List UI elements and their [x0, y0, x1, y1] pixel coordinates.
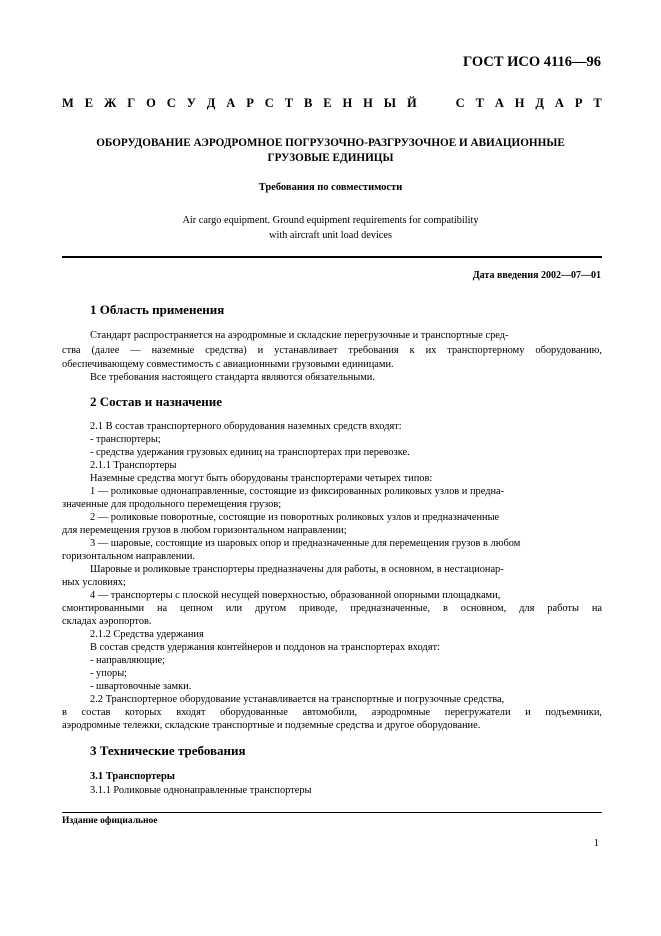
document-title	[0, 136, 661, 166]
s2-line: Наземные средства могут быть оборудованы транспортерами четырех типов:	[90, 473, 433, 484]
interstate-letter: Н	[342, 96, 353, 110]
interstate-letter: С	[166, 96, 176, 110]
interstate-letter: Й	[406, 96, 417, 110]
interstate-letter: У	[186, 96, 196, 110]
s2-line: - средства удержания грузовых единиц на транспортерах при перевозке.	[90, 447, 410, 458]
interstate-letter	[428, 96, 431, 111]
interstate-standard-banner	[62, 96, 602, 111]
interstate-letter: Р	[246, 96, 254, 110]
s2-line: - швартовочные замки.	[90, 681, 192, 692]
interstate-letter: Е	[84, 96, 94, 110]
s3-line: 3.1.1 Роликовые однонаправленные транспортеры	[90, 785, 312, 796]
interstate-letter: А	[226, 96, 236, 110]
s2-line: 2.1 В состав транспортерного оборудования наземных средств входят:	[90, 421, 402, 432]
section-3-heading: 3 Технические требования	[90, 743, 246, 758]
interstate-letter: О	[146, 96, 156, 110]
interstate-letter: Т	[475, 96, 484, 110]
s2-line: смонтированными на цепном или другом приводе, предназначенные, в основном, для работы на	[62, 603, 602, 614]
s2-line: горизонтальном направлении.	[62, 551, 196, 562]
s1-line: обеспечивающему совместимость с авиационными грузовыми единицами.	[62, 359, 394, 370]
interstate-letter: Р	[574, 96, 583, 110]
section-1-heading: 1 Область применения	[90, 302, 225, 317]
interstate-letter: А	[494, 96, 504, 110]
s2-line: 2.2 Транспортерное оборудование устанавливается на транспортные и погрузочные средства,	[90, 694, 505, 705]
interstate-letter: М	[62, 96, 74, 110]
interstate-letter: А	[554, 96, 564, 110]
s1-line: ства (далее — наземные средства) и устанавливает требования к их транспортерному оборудованию,	[62, 345, 602, 356]
s2-line: 2.1.2 Средства удержания	[90, 629, 204, 640]
introduction-date: Дата введения 2002—07—01	[472, 270, 601, 281]
s2-line: для перемещения грузов в любом горизонтальном направлении;	[62, 525, 347, 536]
interstate-letter: Д	[535, 96, 545, 110]
s2-line: - транспортеры;	[90, 434, 161, 445]
interstate-letter: Ы	[383, 96, 397, 110]
s2-line: Шаровые и роликовые транспортеры предназначены для работы, в основном, в нестационар-	[90, 564, 504, 575]
section-2-heading: 2 Состав и назначение	[90, 394, 222, 409]
s2-line: 3 — шаровые, состоящие из шаровых опор и предназначенные для перемещения грузов в любом	[90, 538, 521, 549]
s2-line: в состав которых входят оборудованные автомобили, аэродромные перегружатели и подъемники,	[62, 707, 602, 718]
title-line-1: ОБОРУДОВАНИЕ АЭРОДРОМНОЕ ПОГРУЗОЧНО-РАЗГРУЗОЧНОЕ И АВИАЦИОННЫЕ	[96, 137, 565, 149]
s2-line: - упоры;	[90, 668, 128, 679]
s2-line: - направляющие;	[90, 655, 166, 666]
english-title-line-2: with aircraft unit load devices	[269, 230, 392, 241]
s2-line: 2 — роликовые поворотные, состоящие из поворотных роликовых узлов и предназначенные	[90, 512, 500, 523]
footer-rule	[62, 812, 602, 813]
interstate-letter: Д	[206, 96, 216, 110]
interstate-letter: С	[264, 96, 274, 110]
s1-line: Все требования настоящего стандарта являются обязательными.	[90, 372, 375, 383]
interstate-letter: В	[303, 96, 313, 110]
interstate-letter: Ж	[103, 96, 117, 110]
s2-line: ных условиях;	[62, 577, 126, 588]
title-line-2: ГРУЗОВЫЕ ЕДИНИЦЫ	[267, 152, 394, 164]
official-edition-note: Издание официальное	[62, 816, 158, 826]
english-title-line-1: Air cargo equipment. Ground equipment requirements for compatibility	[182, 215, 479, 226]
s2-line: 2.1.1 Транспортеры	[90, 460, 177, 471]
s2-line: значенные для продольного перемещения грузов;	[62, 499, 282, 510]
interstate-letter: С	[455, 96, 465, 110]
interstate-letter: Е	[323, 96, 332, 110]
interstate-letter: Н	[514, 96, 525, 110]
interstate-letter: Г	[127, 96, 136, 110]
s2-line: В состав средств удержания контейнеров и поддонов на транспортерах входят:	[90, 642, 440, 653]
s2-line: аэродромные тележки, складские транспортные и подземные средства и другое оборудование.	[62, 720, 481, 731]
interstate-letter: Т	[284, 96, 294, 110]
interstate-letter: Т	[593, 96, 602, 110]
document-subtitle: Требования по совместимости	[258, 182, 403, 193]
header-rule	[62, 256, 602, 258]
s1-line: Стандарт распространяется на аэродромные и складские перегрузочные и транспортные сред-	[90, 330, 509, 341]
document-code: ГОСТ ИСО 4116—96	[463, 54, 601, 70]
subsection-3-1-heading: 3.1 Транспортеры	[90, 771, 176, 782]
interstate-letter	[442, 96, 445, 111]
s2-line: 4 — транспортеры с плоской несущей поверхностью, образованной опорными площадками,	[90, 590, 501, 601]
interstate-letter: Н	[363, 96, 373, 110]
s2-line: складах аэропортов.	[62, 616, 152, 627]
page-number: 1	[593, 838, 599, 849]
english-title	[0, 213, 661, 243]
s2-line: 1 — роликовые однонаправленные, состоящие из фиксированных роликовых узлов и предна-	[90, 486, 505, 497]
